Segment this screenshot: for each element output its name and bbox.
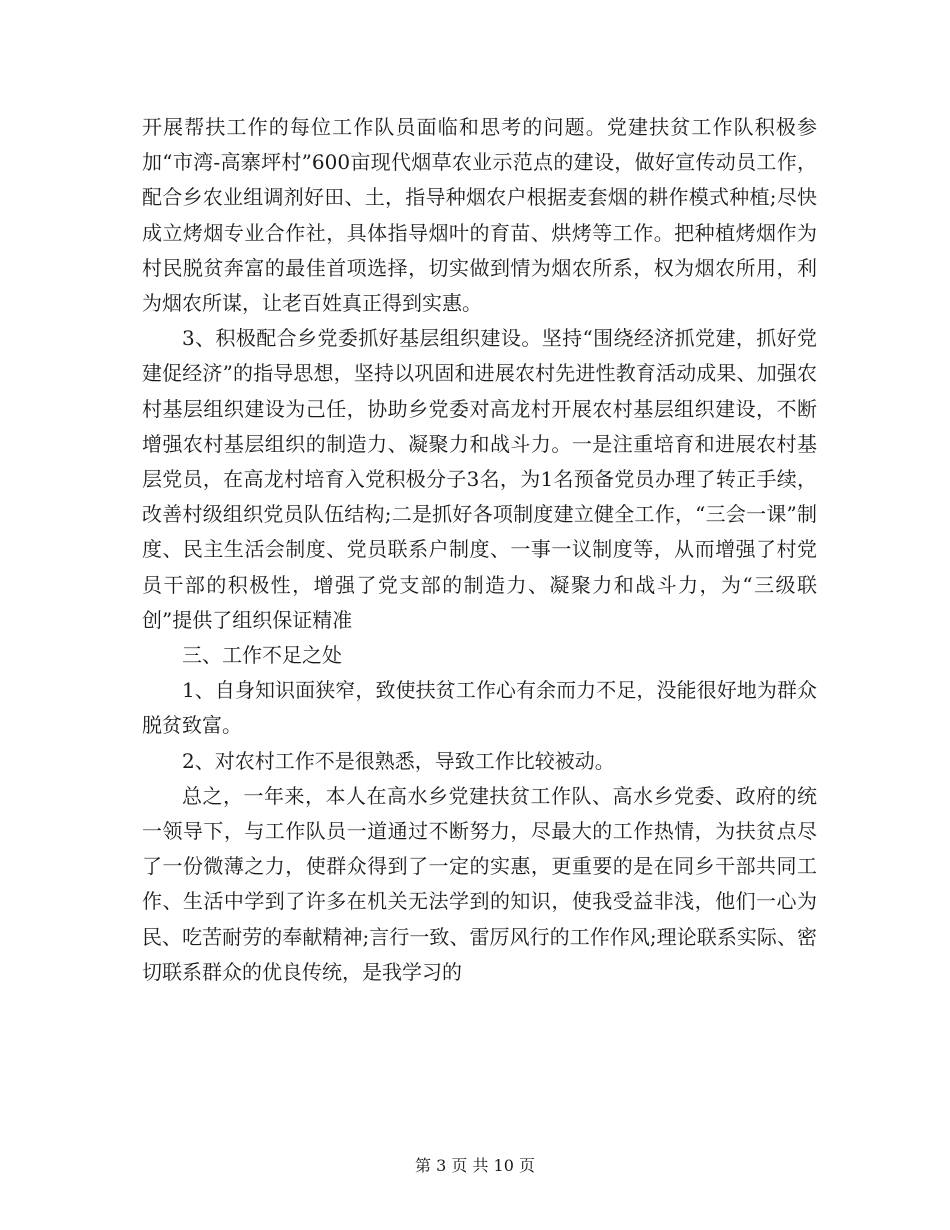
- paragraph-shortcoming-1: 1、自身知识面狭窄，致使扶贫工作心有余而力不足，没能很好地为群众脱贫致富。: [142, 678, 817, 738]
- paragraph-organization-building: 3、积极配合乡党委抓好基层组织建设。坚持“围绕经济抓党建，抓好党建促经济”的指导思想，坚持以巩固和进展农村先进性教育活动成果、加强农村基层组织建设为己任，协助乡党委对高龙村开展农村基层组织建设，不断增强农村基层组织的制造力、凝聚力和战斗力。一是注重培育和进展农村基层党员，在高龙村培育入党积极分子3名，为1名预备党员办理了转正手续，改善村级组织党员队伍结构;二是抓好各项制度建立健全工作，“三会一课”制度、民主生活会制度、党员联系户制度、一事一议制度等，从而增强了村党员干部的积极性，增强了党支部的制造力、凝聚力和战斗力，为“三级联创”提供了组织保证精准: [142, 326, 817, 632]
- paragraph-shortcoming-2: 2、对农村工作不是很熟悉，导致工作比较被动。: [182, 748, 615, 773]
- paragraph-summary: 总之，一年来，本人在高水乡党建扶贫工作队、高水乡党委、政府的统一领导下，与工作队员一道通过不断努力，尽最大的工作热情，为扶贫点尽了一份微薄之力，使群众得到了一定的实惠，更重要的是在同乡干部共同工作、生活中学到了许多在机关无法学到的知识，使我受益非浅，他们一心为民、吃苦耐劳的奉献精神;言行一致、雷厉风行的工作作风;理论联系实际、密切联系群众的优良传统，是我学习的: [142, 783, 817, 984]
- document-body: [142, 110, 817, 990]
- page-number-footer: 第 3 页 共 10 页: [415, 1156, 535, 1175]
- paragraph-continuation: 开展帮扶工作的每位工作队员面临和思考的问题。党建扶贫工作队积极参加“市湾-高寨坪村”600亩现代烟草农业示范点的建设，做好宣传动员工作，配合乡农业组调剂好田、土，指导种烟农户根据麦套烟的耕作模式种植;尽快成立烤烟专业合作社，具体指导烟叶的育苗、烘烤等工作。把种植烤烟作为村民脱贫奔富的最佳首项选择，切实做到情为烟农所系，权为烟农所用，利为烟农所谋，让老百姓真正得到实惠。: [142, 115, 817, 316]
- section-heading-shortcomings: 三、工作不足之处: [182, 643, 342, 668]
